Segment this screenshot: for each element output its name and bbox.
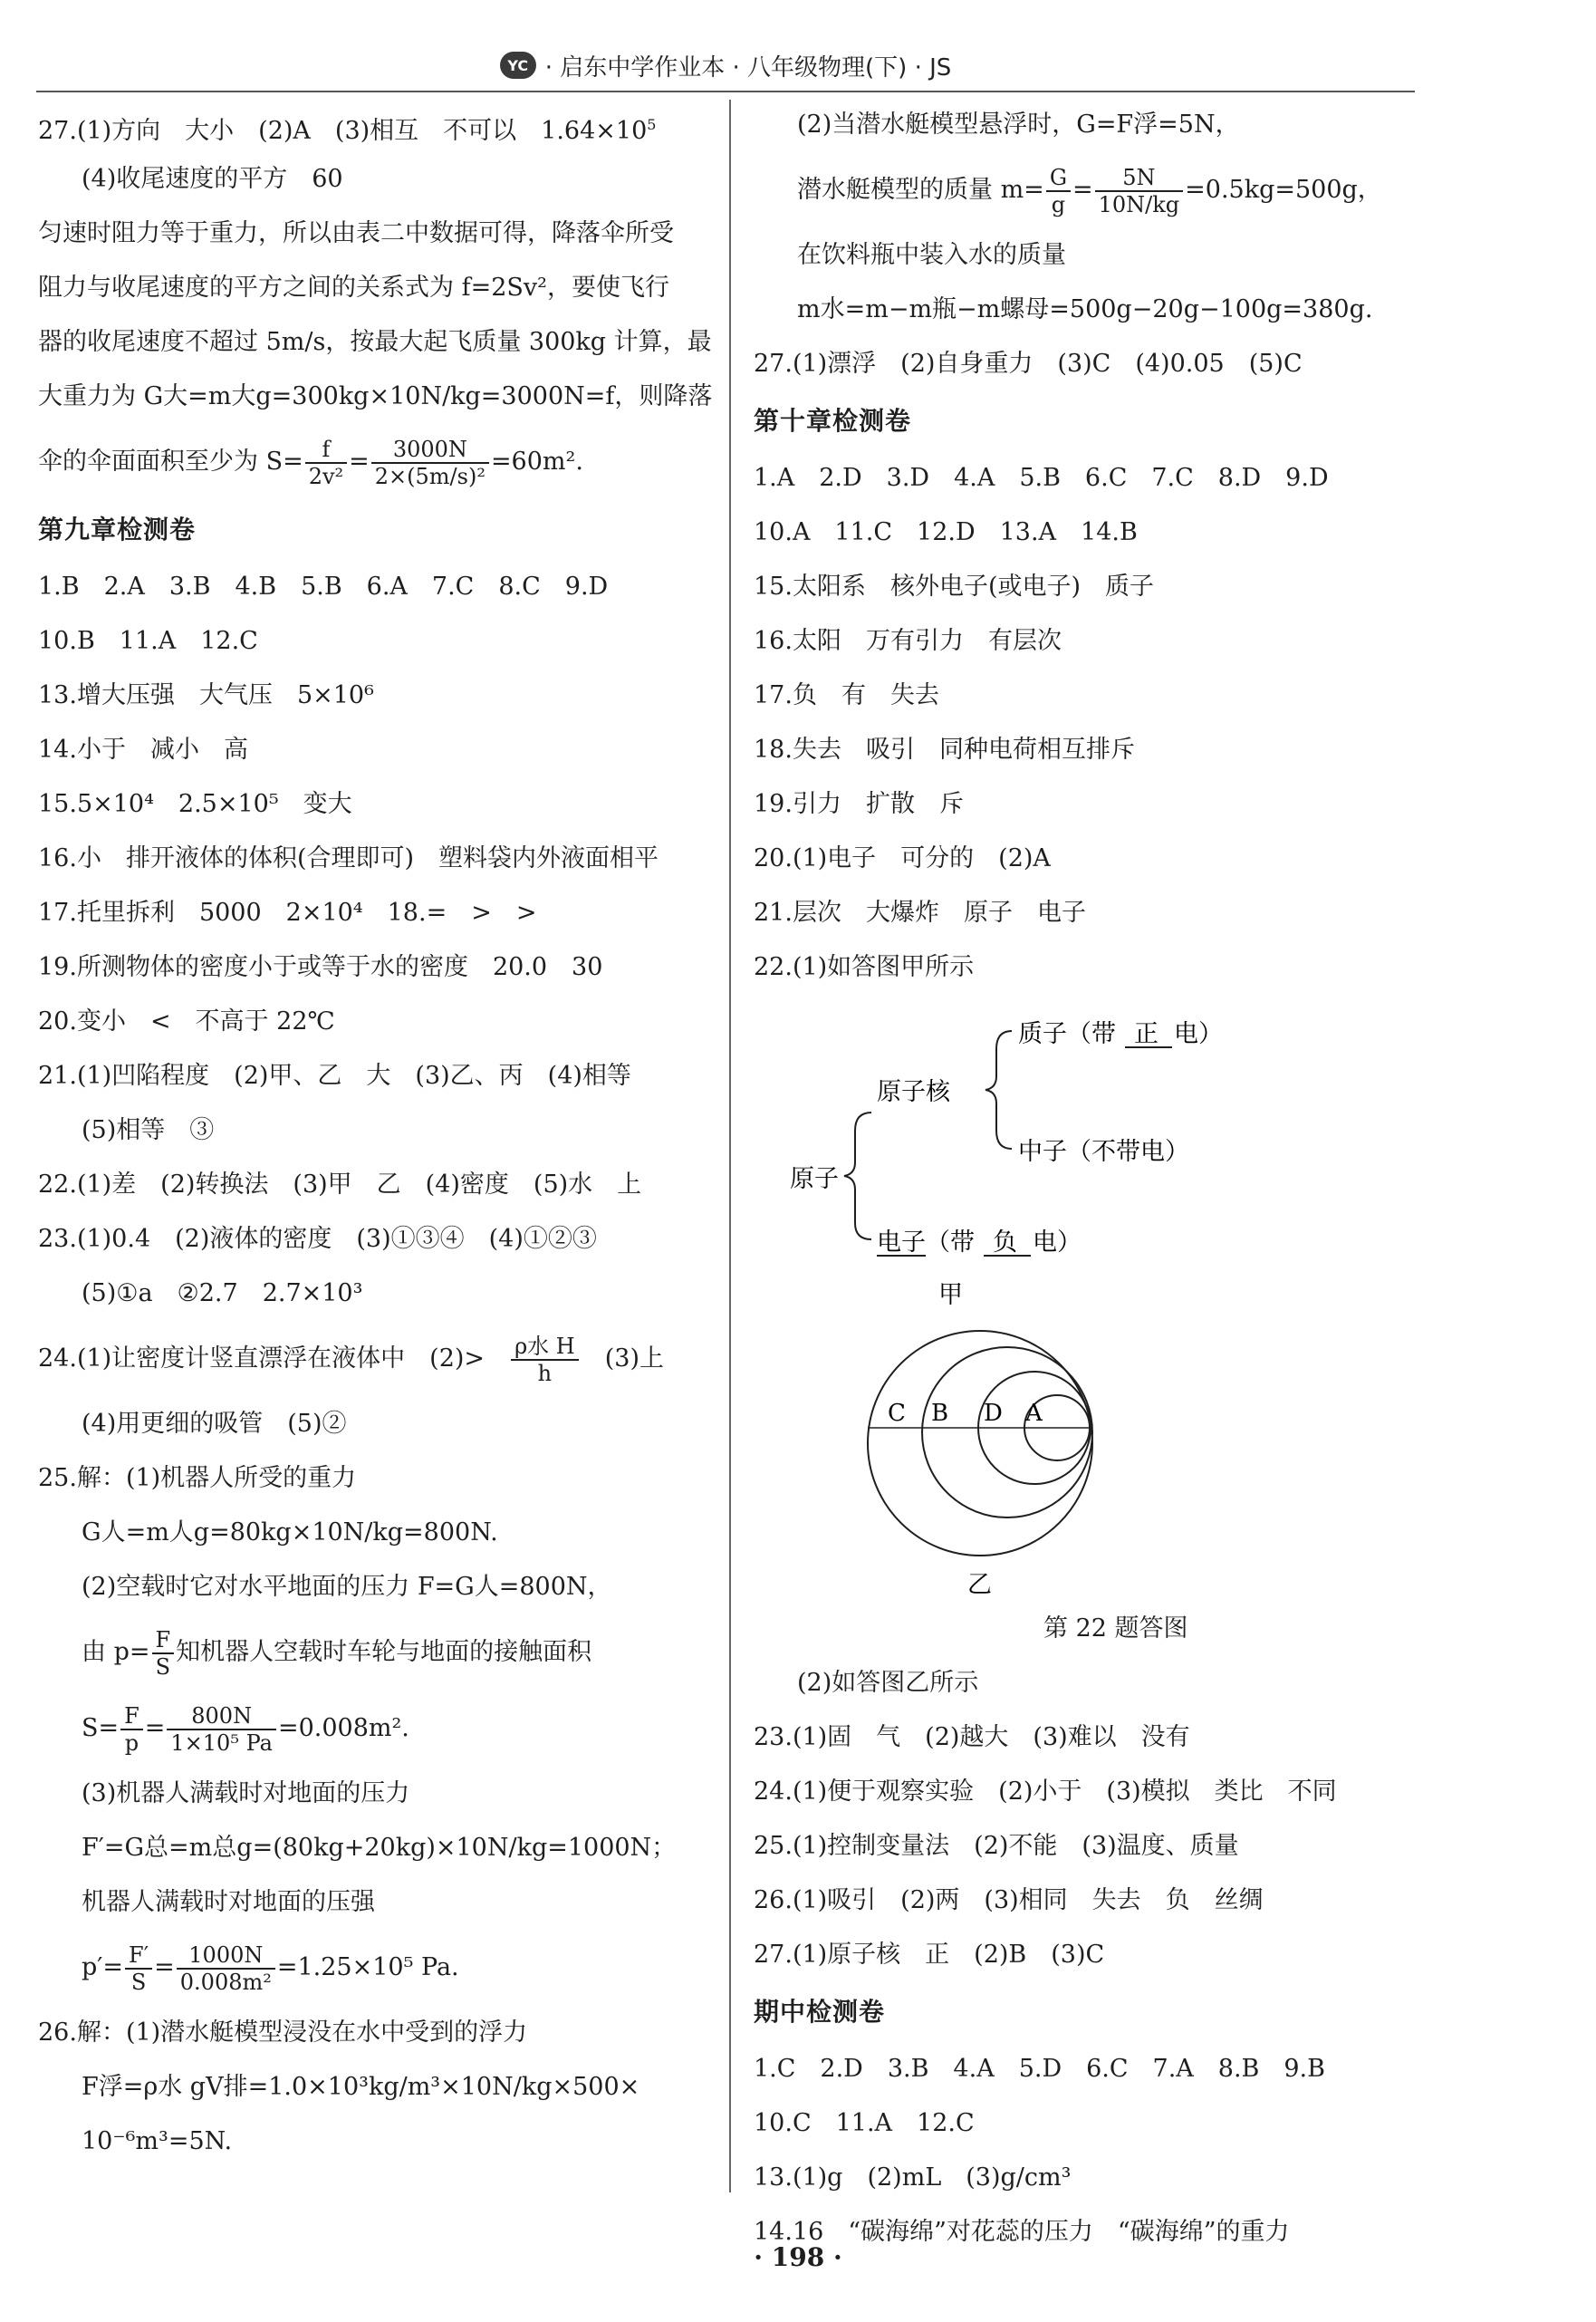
- formula-line: 伞的伞面面积至少为 S= $\frac{f}{\text{2v²}}$ = $\frac{3000N}{\text{2×(5m/s)²}}$ =60m².: [38, 436, 583, 489]
- circle-b: [922, 1347, 1092, 1517]
- formula-line: 潜水艇模型的质量 m= $\frac{G}{g}$ = $\frac{5N}{10N/kg}$ =0.5kg=500g，: [797, 164, 1382, 217]
- answer-line: F′=G总=m总g=(80kg+20kg)×10N/kg=1000N；: [82, 1834, 677, 1862]
- answer-line: 14.小于 减小 高: [38, 736, 248, 764]
- answer-line: 17.托里拆利 5000 2×10⁴ 18.= > >: [38, 899, 537, 927]
- answer-line: 10.B 11.A 12.C: [38, 627, 258, 655]
- electron-blank: 负: [993, 1228, 1017, 1257]
- answer-line: (5)①a ②2.7 2.7×10³: [82, 1279, 363, 1307]
- proton-blank: 正: [1134, 1020, 1159, 1048]
- answer-line: 14.16 “碳海绵”对花蕊的压力 “碳海绵”的重力: [754, 2218, 1290, 2246]
- column-divider: [729, 100, 731, 2192]
- answer-line: 22.(1)差 (2)转换法 (3)甲 乙 (4)密度 (5)水 上: [38, 1171, 642, 1199]
- answer-line: 27.(1)漂浮 (2)自身重力 (3)C (4)0.05 (5)C: [754, 350, 1303, 378]
- answer-line: 13.(1)g (2)mL (3)g/cm³: [754, 2163, 1072, 2192]
- answer-line: 21.层次 大爆炸 原子 电子: [754, 899, 1086, 927]
- page-header: [36, 40, 1415, 92]
- answer-line: 15.5×10⁴ 2.5×10⁵ 变大: [38, 790, 352, 818]
- answer-line: (2)空载时它对水平地面的压力 F=G人=800N，: [82, 1573, 612, 1601]
- circle-label-a: A: [1025, 1400, 1043, 1427]
- answer-line: 27.(1)原子核 正 (2)B (3)C: [754, 1941, 1105, 1969]
- answer-line: F浮=ρ水 gV排=1.0×10³kg/m³×10N/kg×500×: [82, 2073, 640, 2101]
- formula-line: p′= $\frac{F'}{S}$ = $\frac{1000N}{\text{0.008m²}}$ =1.25×10⁵ Pa.: [82, 1941, 459, 1995]
- electron-end: 电）: [1033, 1228, 1082, 1257]
- answer-line: 1.C 2.D 3.B 4.A 5.D 6.C 7.A 8.B 9.B: [754, 2055, 1325, 2083]
- book-title: · 启东中学作业本 · 八年级物理(下) · JS: [544, 53, 952, 82]
- fraction: $\frac{F}{p}$: [120, 1703, 143, 1756]
- fraction: $\frac{F}{S}$: [152, 1627, 175, 1680]
- fraction: $\frac{5N}{10N/kg}$: [1095, 165, 1184, 217]
- chapter10-heading: 第十章检测卷: [754, 406, 912, 436]
- circle-label-d: D: [984, 1400, 1003, 1427]
- fraction: $\frac{3000N}{\text{2×(5m/s)²}}$: [371, 437, 489, 489]
- answer-line: (3)机器人满载时对地面的压力: [82, 1779, 410, 1807]
- fraction: $\frac{800N}{\text{1×10⁵ Pa}}$: [167, 1703, 276, 1756]
- chapter9-heading: 第九章检测卷: [38, 515, 197, 544]
- answer-line: 10⁻⁶m³=5N.: [82, 2127, 233, 2155]
- answer-line: 17.负 有 失去: [754, 681, 939, 709]
- figure-yi-label: 乙: [967, 1571, 992, 1599]
- answer-line: 在饮料瓶中装入水的质量: [797, 241, 1066, 269]
- answer-line: 21.(1)凹陷程度 (2)甲、乙 大 (3)乙、丙 (4)相等: [38, 1062, 631, 1090]
- answer-line: 25.(1)控制变量法 (2)不能 (3)温度、质量: [754, 1832, 1239, 1860]
- figure-jia-label: 甲: [938, 1281, 963, 1309]
- answer-line: 匀速时阻力等于重力，所以由表二中数据可得，降落伞所受: [38, 219, 674, 247]
- nucleus-label: 原子核: [877, 1078, 950, 1106]
- answer-line: 19.所测物体的密度小于或等于水的密度 20.0 30: [38, 953, 603, 981]
- proton-label: 质子（带: [1018, 1020, 1116, 1048]
- brace-atom: [844, 1113, 871, 1239]
- page-number: · 198 ·: [754, 2242, 842, 2272]
- answer-line: 16.小 排开液体的体积(合理即可) 塑料袋内外液面相平: [38, 844, 659, 872]
- answer-line: 16.太阳 万有引力 有层次: [754, 627, 1062, 655]
- answer-line: m水=m−m瓶−m螺母=500g−20g−100g=380g.: [797, 295, 1373, 323]
- answer-diagram: [754, 995, 1424, 1629]
- answer-line: (4)用更细的吸管 (5)②: [82, 1410, 347, 1438]
- answer-line: 26.解：(1)潜水艇模型浸没在水中受到的浮力: [38, 2019, 528, 2047]
- fraction: $\frac{f}{\text{2v²}}$: [305, 437, 347, 489]
- circle-label-c: C: [888, 1400, 906, 1427]
- fraction: $\frac{\text{ρ水 H}}{h}$: [511, 1334, 579, 1386]
- answer-line: 10.C 11.A 12.C: [754, 2109, 975, 2137]
- answer-line: 24.(1)便于观察实验 (2)小于 (3)模拟 类比 不同: [754, 1778, 1337, 1806]
- answer-line: (2)当潜水艇模型悬浮时，G=F浮=5N，: [797, 111, 1240, 139]
- answer-line: 10.A 11.C 12.D 13.A 14.B: [754, 518, 1138, 546]
- answer-line: 18.失去 吸引 同种电荷相互排斥: [754, 736, 1135, 764]
- answer-line: 阻力与收尾速度的平方之间的关系式为 f=2Sv²，要使飞行: [38, 274, 669, 302]
- formula-line: 24.(1)让密度计竖直漂浮在液体中 (2)> $\frac{\text{ρ水 H}}{h}$ (3)上: [38, 1333, 664, 1386]
- answer-line: G人=m人g=80kg×10N/kg=800N.: [82, 1518, 498, 1546]
- figure-caption: 第 22 题答图: [1043, 1614, 1188, 1643]
- answer-line: 20.变小 < 不高于 22℃: [38, 1007, 335, 1036]
- answer-line: 20.(1)电子 可分的 (2)A: [754, 844, 1051, 872]
- answer-line: 25.解：(1)机器人所受的重力: [38, 1464, 357, 1492]
- proton-end: 电）: [1174, 1020, 1223, 1048]
- answer-line: 1.B 2.A 3.B 4.B 5.B 6.A 7.C 8.C 9.D: [38, 573, 609, 601]
- answer-line: 13.增大压强 大气压 5×10⁶: [38, 681, 374, 709]
- answer-line: 1.A 2.D 3.D 4.A 5.B 6.C 7.C 8.D 9.D: [754, 464, 1329, 492]
- answer-line: 大重力为 G大=m大g=300kg×10N/kg=3000N=f，则降落: [38, 382, 713, 410]
- answer-line: (2)如答图乙所示: [797, 1669, 979, 1697]
- publisher-logo: YC: [500, 52, 536, 79]
- answer-line: 19.引力 扩散 斥: [754, 790, 964, 818]
- answer-line: 23.(1)固 气 (2)越大 (3)难以 没有: [754, 1723, 1190, 1751]
- answer-line: 23.(1)0.4 (2)液体的密度 (3)①③④ (4)①②③: [38, 1225, 597, 1253]
- left-column: [38, 98, 713, 2169]
- fraction: $\frac{F'}{S}$: [125, 1942, 152, 1995]
- neutron-label: 中子（不带电）: [1018, 1138, 1189, 1166]
- fraction: $\frac{1000N}{\text{0.008m²}}$: [177, 1942, 275, 1995]
- circle-label-b: B: [931, 1400, 949, 1427]
- answer-line: 器的收尾速度不超过 5m/s，按最大起飞质量 300kg 计算，最: [38, 328, 712, 356]
- answer-line: (4)收尾速度的平方 60: [82, 165, 343, 193]
- answer-line: 26.(1)吸引 (2)两 (3)相同 失去 负 丝绸: [754, 1886, 1264, 1914]
- formula-line: 由 p= $\frac{F}{S}$ 知机器人空载时车轮与地面的接触面积: [82, 1626, 592, 1680]
- answer-line: 22.(1)如答图甲所示: [754, 953, 975, 981]
- electron-label: 电子（带: [877, 1228, 975, 1257]
- answer-line: 机器人满载时对地面的压强: [82, 1888, 375, 1916]
- right-column: [754, 98, 1424, 2259]
- atom-label: 原子: [790, 1165, 839, 1193]
- answer-line: (5)相等 ③: [82, 1116, 215, 1144]
- fraction: $\frac{G}{g}$: [1046, 165, 1071, 217]
- brace-nucleus: [985, 1031, 1012, 1149]
- formula-line: S= $\frac{F}{p}$ = $\frac{800N}{\text{1×10⁵ Pa}}$ =0.008m².: [82, 1702, 409, 1756]
- midterm-heading: 期中检测卷: [754, 1997, 886, 2027]
- answer-line: 15.太阳系 核外电子(或电子) 质子: [754, 573, 1155, 601]
- answer-line: 27.(1)方向 大小 (2)A (3)相互 不可以 $1.64\times 10^5$: [38, 116, 657, 145]
- diagram-svg: [754, 995, 1424, 1629]
